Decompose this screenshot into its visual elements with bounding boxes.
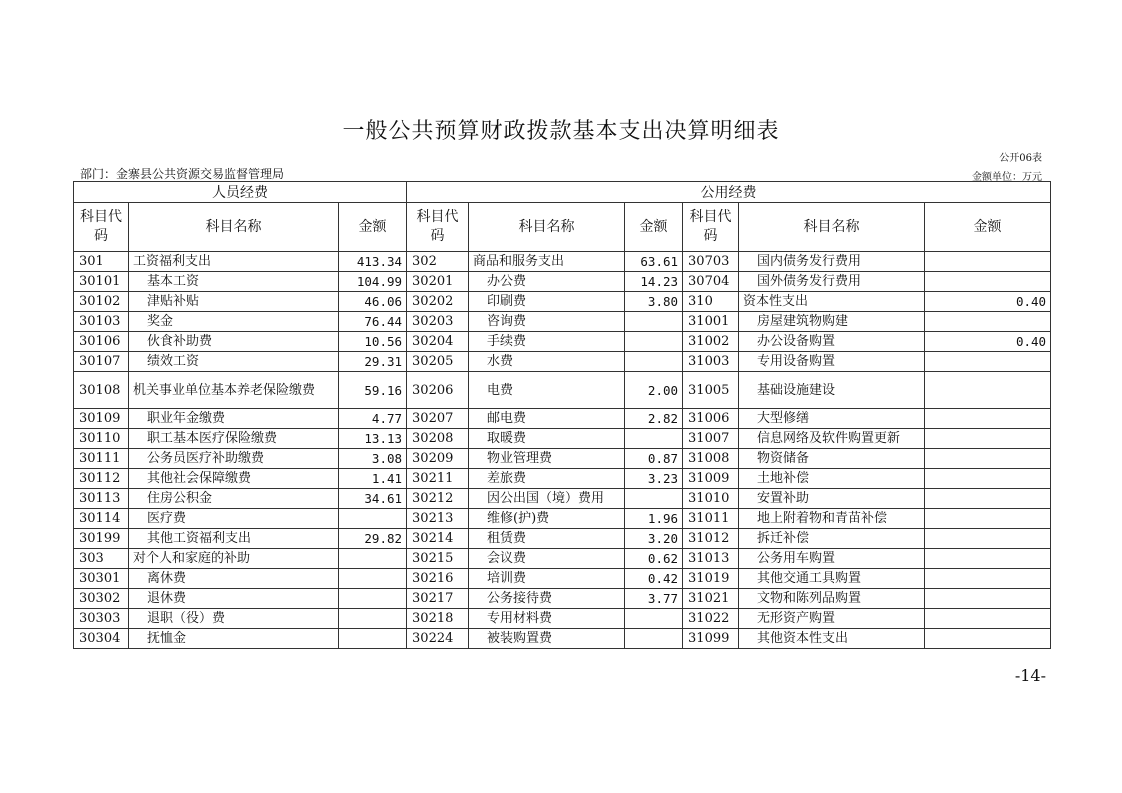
table-row <box>74 609 1051 629</box>
subject-name-cell: 维修(护)费 <box>469 509 625 529</box>
form-code: 公开06表 <box>999 153 1042 164</box>
amount-cell: 13.13 <box>339 429 407 449</box>
amount-cell <box>925 352 1051 372</box>
header-amount: 金额 <box>625 203 683 252</box>
subject-code-cell: 31011 <box>683 509 739 529</box>
amount-cell <box>925 469 1051 489</box>
subject-code-cell: 30203 <box>407 312 469 332</box>
table-row <box>74 589 1051 609</box>
amount-cell <box>625 629 683 649</box>
table-row <box>74 312 1051 332</box>
subject-name-cell: 拆迁补偿 <box>739 529 925 549</box>
table-row <box>74 629 1051 649</box>
table-row <box>74 352 1051 372</box>
subject-code-cell: 30112 <box>74 469 129 489</box>
subject-code-cell: 30209 <box>407 449 469 469</box>
subject-code-cell: 30102 <box>74 292 129 312</box>
subject-code-cell: 30212 <box>407 489 469 509</box>
amount-cell: 0.42 <box>625 569 683 589</box>
header-code: 科目代码 <box>74 203 129 252</box>
subject-name-cell: 抚恤金 <box>129 629 339 649</box>
subject-code-cell: 31006 <box>683 409 739 429</box>
table-row <box>74 292 1051 312</box>
subject-name-cell: 基本工资 <box>129 272 339 292</box>
subject-code-cell: 30703 <box>683 252 739 272</box>
header-amount: 金额 <box>925 203 1051 252</box>
subject-code-cell: 30108 <box>74 372 129 409</box>
amount-cell <box>339 569 407 589</box>
subject-name-cell: 其他资本性支出 <box>739 629 925 649</box>
amount-cell <box>925 429 1051 449</box>
subject-code-cell: 30215 <box>407 549 469 569</box>
amount-cell: 1.96 <box>625 509 683 529</box>
subject-code-cell: 30208 <box>407 429 469 449</box>
table-row <box>74 489 1051 509</box>
subject-code-cell: 30111 <box>74 449 129 469</box>
amount-unit-label: 金额单位：万元 <box>972 172 1042 183</box>
amount-cell <box>625 352 683 372</box>
amount-cell <box>925 629 1051 649</box>
table-row <box>74 252 1051 272</box>
subject-code-cell: 30199 <box>74 529 129 549</box>
page-title: 一般公共预算财政拨款基本支出决算明细表 <box>342 119 780 144</box>
table-row <box>74 272 1051 292</box>
table-row <box>74 409 1051 429</box>
amount-cell: 46.06 <box>339 292 407 312</box>
amount-cell <box>925 489 1051 509</box>
subject-code-cell: 30304 <box>74 629 129 649</box>
subject-name-cell: 其他工资福利支出 <box>129 529 339 549</box>
subject-name-cell: 水费 <box>469 352 625 372</box>
subject-name-cell: 基础设施建设 <box>739 372 925 409</box>
subject-code-cell: 31007 <box>683 429 739 449</box>
table-row <box>74 509 1051 529</box>
subject-name-cell: 办公设备购置 <box>739 332 925 352</box>
subject-code-cell: 303 <box>74 549 129 569</box>
amount-cell: 2.82 <box>625 409 683 429</box>
amount-cell: 10.56 <box>339 332 407 352</box>
amount-cell <box>925 372 1051 409</box>
amount-cell: 413.34 <box>339 252 407 272</box>
subject-name-cell: 手续费 <box>469 332 625 352</box>
amount-cell <box>925 549 1051 569</box>
table-row <box>74 469 1051 489</box>
subject-name-cell: 对个人和家庭的补助 <box>129 549 339 569</box>
amount-cell: 0.40 <box>925 292 1051 312</box>
amount-cell: 0.87 <box>625 449 683 469</box>
amount-cell: 0.40 <box>925 332 1051 352</box>
amount-cell <box>925 272 1051 292</box>
subject-code-cell: 31010 <box>683 489 739 509</box>
subject-code-cell: 30704 <box>683 272 739 292</box>
subject-code-cell: 301 <box>74 252 129 272</box>
amount-cell: 63.61 <box>625 252 683 272</box>
table-row <box>74 449 1051 469</box>
subject-name-cell: 伙食补助费 <box>129 332 339 352</box>
subject-code-cell: 30211 <box>407 469 469 489</box>
amount-cell <box>339 549 407 569</box>
amount-cell <box>339 609 407 629</box>
amount-cell: 0.62 <box>625 549 683 569</box>
subject-code-cell: 30214 <box>407 529 469 549</box>
expenditure-table <box>73 181 1051 649</box>
subject-name-cell: 电费 <box>469 372 625 409</box>
table-row <box>74 372 1051 409</box>
table-body <box>74 252 1051 649</box>
subject-name-cell: 资本性支出 <box>739 292 925 312</box>
amount-cell: 4.77 <box>339 409 407 429</box>
group-header-personnel: 人员经费 <box>74 182 407 203</box>
subject-name-cell: 会议费 <box>469 549 625 569</box>
subject-code-cell: 31012 <box>683 529 739 549</box>
amount-cell: 3.23 <box>625 469 683 489</box>
amount-cell <box>925 449 1051 469</box>
subject-name-cell: 咨询费 <box>469 312 625 332</box>
subject-name-cell: 安置补助 <box>739 489 925 509</box>
subject-name-cell: 职工基本医疗保险缴费 <box>129 429 339 449</box>
subject-name-cell: 其他交通工具购置 <box>739 569 925 589</box>
amount-cell: 29.31 <box>339 352 407 372</box>
subject-code-cell: 31022 <box>683 609 739 629</box>
subject-code-cell: 30110 <box>74 429 129 449</box>
subject-name-cell: 退职（役）费 <box>129 609 339 629</box>
subject-name-cell: 住房公积金 <box>129 489 339 509</box>
subject-name-cell: 地上附着物和青苗补偿 <box>739 509 925 529</box>
table-row <box>74 529 1051 549</box>
amount-cell <box>925 609 1051 629</box>
amount-cell: 14.23 <box>625 272 683 292</box>
subject-code-cell: 31001 <box>683 312 739 332</box>
subject-code-cell: 30218 <box>407 609 469 629</box>
subject-name-cell: 公务用车购置 <box>739 549 925 569</box>
subject-name-cell: 其他社会保障缴费 <box>129 469 339 489</box>
amount-cell <box>925 509 1051 529</box>
subject-name-cell: 印刷费 <box>469 292 625 312</box>
subject-name-cell: 退休费 <box>129 589 339 609</box>
subject-code-cell: 30106 <box>74 332 129 352</box>
page-number: -14- <box>1014 666 1046 685</box>
amount-cell <box>625 609 683 629</box>
table-row <box>74 332 1051 352</box>
subject-code-cell: 30213 <box>407 509 469 529</box>
subject-name-cell: 津贴补贴 <box>129 292 339 312</box>
amount-cell: 104.99 <box>339 272 407 292</box>
group-header-public: 公用经费 <box>407 182 1051 203</box>
subject-name-cell: 离休费 <box>129 569 339 589</box>
amount-cell: 76.44 <box>339 312 407 332</box>
subject-name-cell: 专用材料费 <box>469 609 625 629</box>
subject-name-cell: 因公出国（境）费用 <box>469 489 625 509</box>
subject-name-cell: 国外债务发行费用 <box>739 272 925 292</box>
subject-code-cell: 30206 <box>407 372 469 409</box>
amount-cell <box>625 312 683 332</box>
subject-name-cell: 物业管理费 <box>469 449 625 469</box>
subject-code-cell: 30302 <box>74 589 129 609</box>
amount-cell: 59.16 <box>339 372 407 409</box>
subject-code-cell: 31019 <box>683 569 739 589</box>
amount-cell <box>925 529 1051 549</box>
amount-cell <box>625 429 683 449</box>
table-row <box>74 569 1051 589</box>
subject-code-cell: 310 <box>683 292 739 312</box>
subject-code-cell: 30202 <box>407 292 469 312</box>
subject-name-cell: 职业年金缴费 <box>129 409 339 429</box>
subject-name-cell: 大型修缮 <box>739 409 925 429</box>
amount-cell: 3.80 <box>625 292 683 312</box>
table-row <box>74 429 1051 449</box>
header-name: 科目名称 <box>469 203 625 252</box>
subject-code-cell: 31009 <box>683 469 739 489</box>
subject-name-cell: 培训费 <box>469 569 625 589</box>
amount-cell: 2.00 <box>625 372 683 409</box>
subject-code-cell: 30103 <box>74 312 129 332</box>
subject-name-cell: 医疗费 <box>129 509 339 529</box>
subject-code-cell: 31005 <box>683 372 739 409</box>
subject-code-cell: 30107 <box>74 352 129 372</box>
subject-code-cell: 30301 <box>74 569 129 589</box>
amount-cell: 34.61 <box>339 489 407 509</box>
subject-code-cell: 30216 <box>407 569 469 589</box>
header-name: 科目名称 <box>739 203 925 252</box>
subject-code-cell: 30303 <box>74 609 129 629</box>
amount-cell <box>625 332 683 352</box>
subject-name-cell: 绩效工资 <box>129 352 339 372</box>
subject-name-cell: 信息网络及软件购置更新 <box>739 429 925 449</box>
subject-name-cell: 物资储备 <box>739 449 925 469</box>
amount-cell <box>925 409 1051 429</box>
subject-name-cell: 差旅费 <box>469 469 625 489</box>
amount-cell <box>339 509 407 529</box>
header-name: 科目名称 <box>129 203 339 252</box>
subject-code-cell: 30113 <box>74 489 129 509</box>
subject-code-cell: 30101 <box>74 272 129 292</box>
subject-name-cell: 机关事业单位基本养老保险缴费 <box>129 372 339 409</box>
subject-name-cell: 商品和服务支出 <box>469 252 625 272</box>
subject-name-cell: 土地补偿 <box>739 469 925 489</box>
subject-code-cell: 30114 <box>74 509 129 529</box>
amount-cell <box>925 569 1051 589</box>
department-label: 部门：金寨县公共资源交易监督管理局 <box>80 167 285 181</box>
amount-cell <box>339 589 407 609</box>
subject-code-cell: 302 <box>407 252 469 272</box>
amount-cell: 29.82 <box>339 529 407 549</box>
subject-code-cell: 31002 <box>683 332 739 352</box>
subject-code-cell: 31013 <box>683 549 739 569</box>
subject-name-cell: 房屋建筑物购建 <box>739 312 925 332</box>
subject-code-cell: 30109 <box>74 409 129 429</box>
amount-cell <box>925 252 1051 272</box>
amount-cell <box>625 489 683 509</box>
subject-code-cell: 31099 <box>683 629 739 649</box>
subject-code-cell: 30204 <box>407 332 469 352</box>
subject-name-cell: 公务员医疗补助缴费 <box>129 449 339 469</box>
amount-cell <box>339 629 407 649</box>
subject-code-cell: 30224 <box>407 629 469 649</box>
subject-name-cell: 奖金 <box>129 312 339 332</box>
amount-cell: 1.41 <box>339 469 407 489</box>
subject-code-cell: 30205 <box>407 352 469 372</box>
subject-code-cell: 31003 <box>683 352 739 372</box>
subject-name-cell: 邮电费 <box>469 409 625 429</box>
header-amount: 金额 <box>339 203 407 252</box>
amount-cell: 3.08 <box>339 449 407 469</box>
subject-name-cell: 工资福利支出 <box>129 252 339 272</box>
subject-name-cell: 租赁费 <box>469 529 625 549</box>
amount-cell: 3.20 <box>625 529 683 549</box>
header-code: 科目代码 <box>683 203 739 252</box>
subject-code-cell: 31021 <box>683 589 739 609</box>
subject-name-cell: 办公费 <box>469 272 625 292</box>
subject-code-cell: 31008 <box>683 449 739 469</box>
amount-cell <box>925 312 1051 332</box>
subject-name-cell: 被装购置费 <box>469 629 625 649</box>
header-code: 科目代码 <box>407 203 469 252</box>
subject-code-cell: 30207 <box>407 409 469 429</box>
subject-name-cell: 文物和陈列品购置 <box>739 589 925 609</box>
amount-cell: 3.77 <box>625 589 683 609</box>
table-row <box>74 549 1051 569</box>
subject-name-cell: 国内债务发行费用 <box>739 252 925 272</box>
subject-name-cell: 公务接待费 <box>469 589 625 609</box>
subject-code-cell: 30217 <box>407 589 469 609</box>
subject-name-cell: 无形资产购置 <box>739 609 925 629</box>
subject-name-cell: 取暖费 <box>469 429 625 449</box>
subject-code-cell: 30201 <box>407 272 469 292</box>
subject-name-cell: 专用设备购置 <box>739 352 925 372</box>
amount-cell <box>925 589 1051 609</box>
